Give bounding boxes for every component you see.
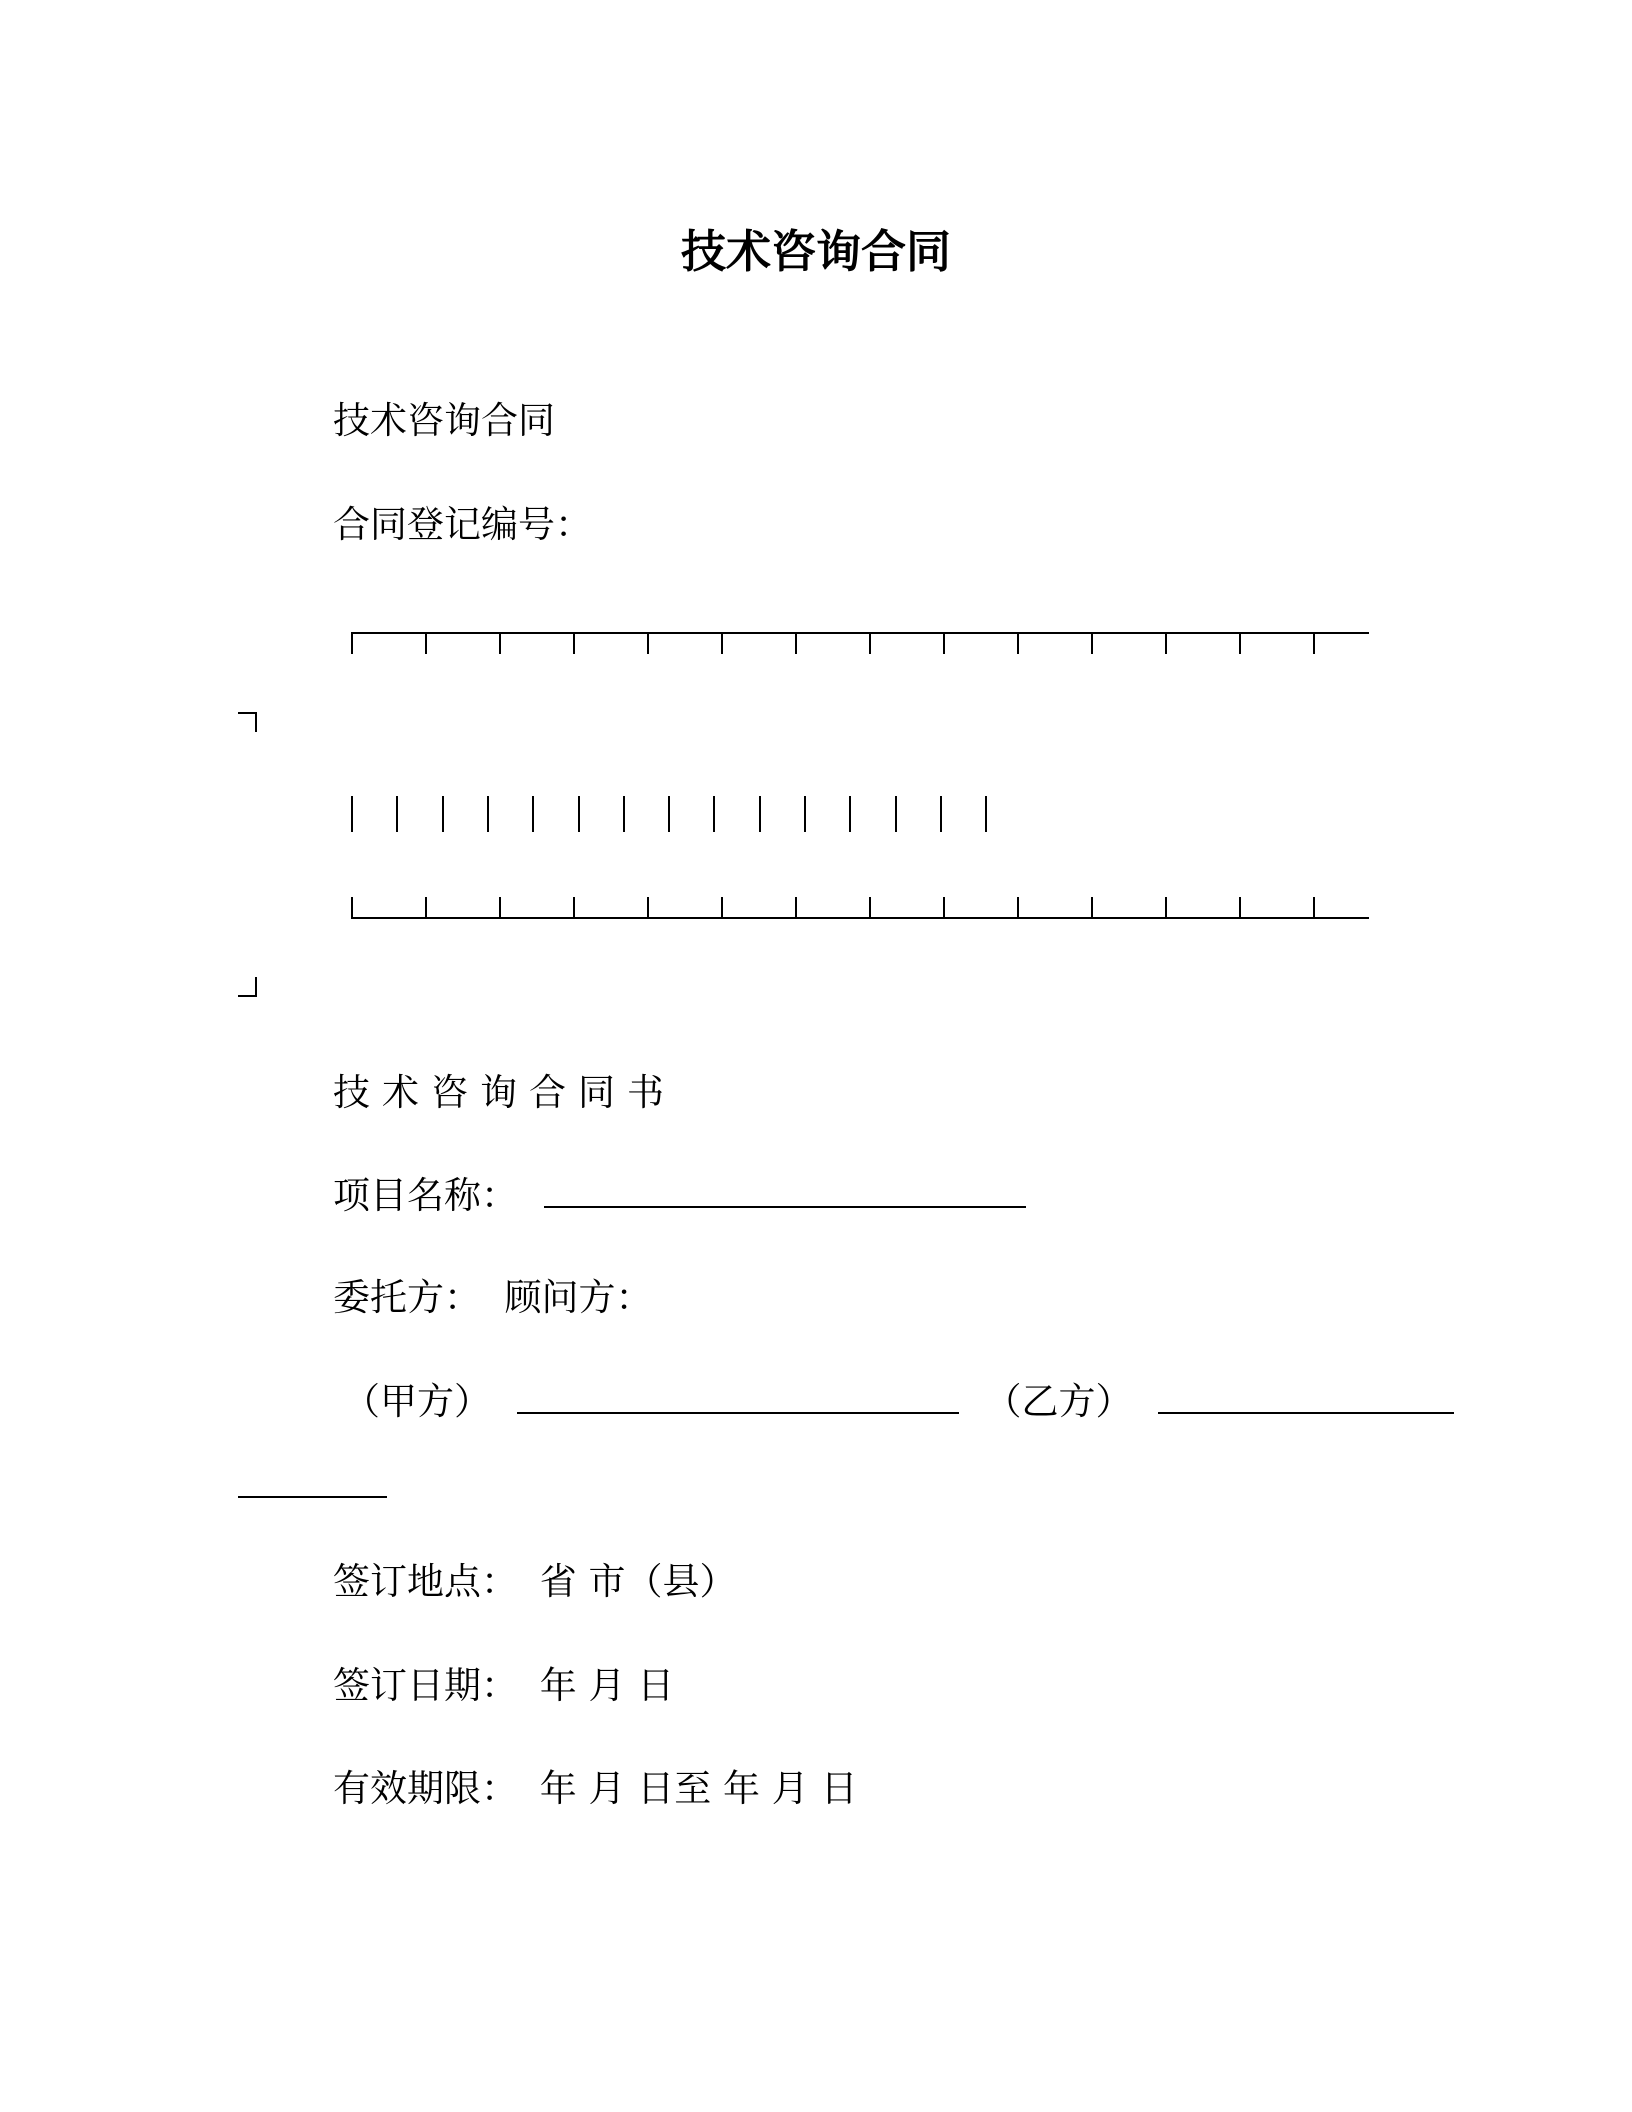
grid-tick-top [351, 634, 353, 654]
grid-cell-divider [668, 796, 670, 832]
grid-tick-top [1017, 634, 1019, 654]
grid-tick-bottom [1165, 897, 1167, 917]
grid-tick-top [721, 634, 723, 654]
grid-tick-top [1239, 634, 1241, 654]
grid-cell-divider [442, 796, 444, 832]
grid-cell-divider [578, 796, 580, 832]
project-name-label: 项目名称： [333, 1174, 518, 1217]
grid-tick-top [1313, 634, 1315, 654]
grid-top-border [351, 632, 1369, 634]
grid-tick-bottom [869, 897, 871, 917]
project-name-field[interactable] [544, 1172, 1026, 1208]
grid-tick-top [647, 634, 649, 654]
grid-tick-bottom [1091, 897, 1093, 917]
signing-place-row [333, 1557, 737, 1607]
party-names-row [343, 1377, 1454, 1427]
grid-tick-bottom [425, 897, 427, 917]
party-a-label: （甲方） [343, 1380, 491, 1423]
grid-tick-top [1165, 634, 1167, 654]
grid-cell-divider [895, 796, 897, 832]
grid-tick-top [425, 634, 427, 654]
grid-cell-divider [940, 796, 942, 832]
party-b-label: （乙方） [984, 1380, 1133, 1423]
contract-book-title: 技术咨询合同书 [333, 1071, 676, 1114]
grid-cell-divider [396, 796, 398, 832]
grid-tick-bottom [1017, 897, 1019, 917]
signing-place-value: 省 市（县） [539, 1560, 737, 1603]
document-title: 技术咨询合同 [680, 225, 951, 278]
grid-tick-bottom [499, 897, 501, 917]
grid-tick-top [869, 634, 871, 654]
grid-corner-bottom [238, 977, 257, 997]
grid-cell-divider [849, 796, 851, 832]
signing-date-label: 签订日期： [333, 1664, 518, 1707]
grid-tick-top [573, 634, 575, 654]
grid-tick-bottom [721, 897, 723, 917]
grid-tick-bottom [647, 897, 649, 917]
grid-cell-divider [804, 796, 806, 832]
grid-bottom-border [351, 917, 1369, 919]
contract-subtitle: 技术咨询合同 [333, 399, 555, 442]
signing-date-value: 年 月 日 [539, 1664, 675, 1707]
grid-tick-bottom [573, 897, 575, 917]
validity-label: 有效期限： [333, 1767, 518, 1810]
grid-tick-bottom [1313, 897, 1315, 917]
grid-cell-divider [487, 796, 489, 832]
validity-value: 年 月 日至 年 月 日 [539, 1767, 858, 1810]
grid-cell-divider [759, 796, 761, 832]
grid-cell-divider [985, 796, 987, 832]
signing-date-row [333, 1661, 674, 1711]
party-b-field-continuation[interactable] [238, 1496, 387, 1498]
grid-tick-top [795, 634, 797, 654]
grid-tick-bottom [943, 897, 945, 917]
signing-place-label: 签订地点： [333, 1560, 518, 1603]
parties-line: 委托方： 顾问方： [333, 1276, 653, 1319]
grid-tick-bottom [351, 897, 353, 917]
project-name-row [333, 1171, 1026, 1221]
party-a-field[interactable] [517, 1378, 959, 1414]
grid-tick-top [1091, 634, 1093, 654]
grid-tick-top [943, 634, 945, 654]
grid-cell-divider [623, 796, 625, 832]
grid-tick-bottom [1239, 897, 1241, 917]
grid-corner-top [238, 712, 257, 732]
grid-tick-bottom [795, 897, 797, 917]
grid-cell-divider [713, 796, 715, 832]
validity-row [333, 1764, 858, 1814]
grid-cell-divider [532, 796, 534, 832]
party-b-field[interactable] [1158, 1378, 1454, 1414]
grid-cell-divider [351, 796, 353, 832]
registration-number-label: 合同登记编号： [333, 503, 592, 546]
grid-tick-top [499, 634, 501, 654]
